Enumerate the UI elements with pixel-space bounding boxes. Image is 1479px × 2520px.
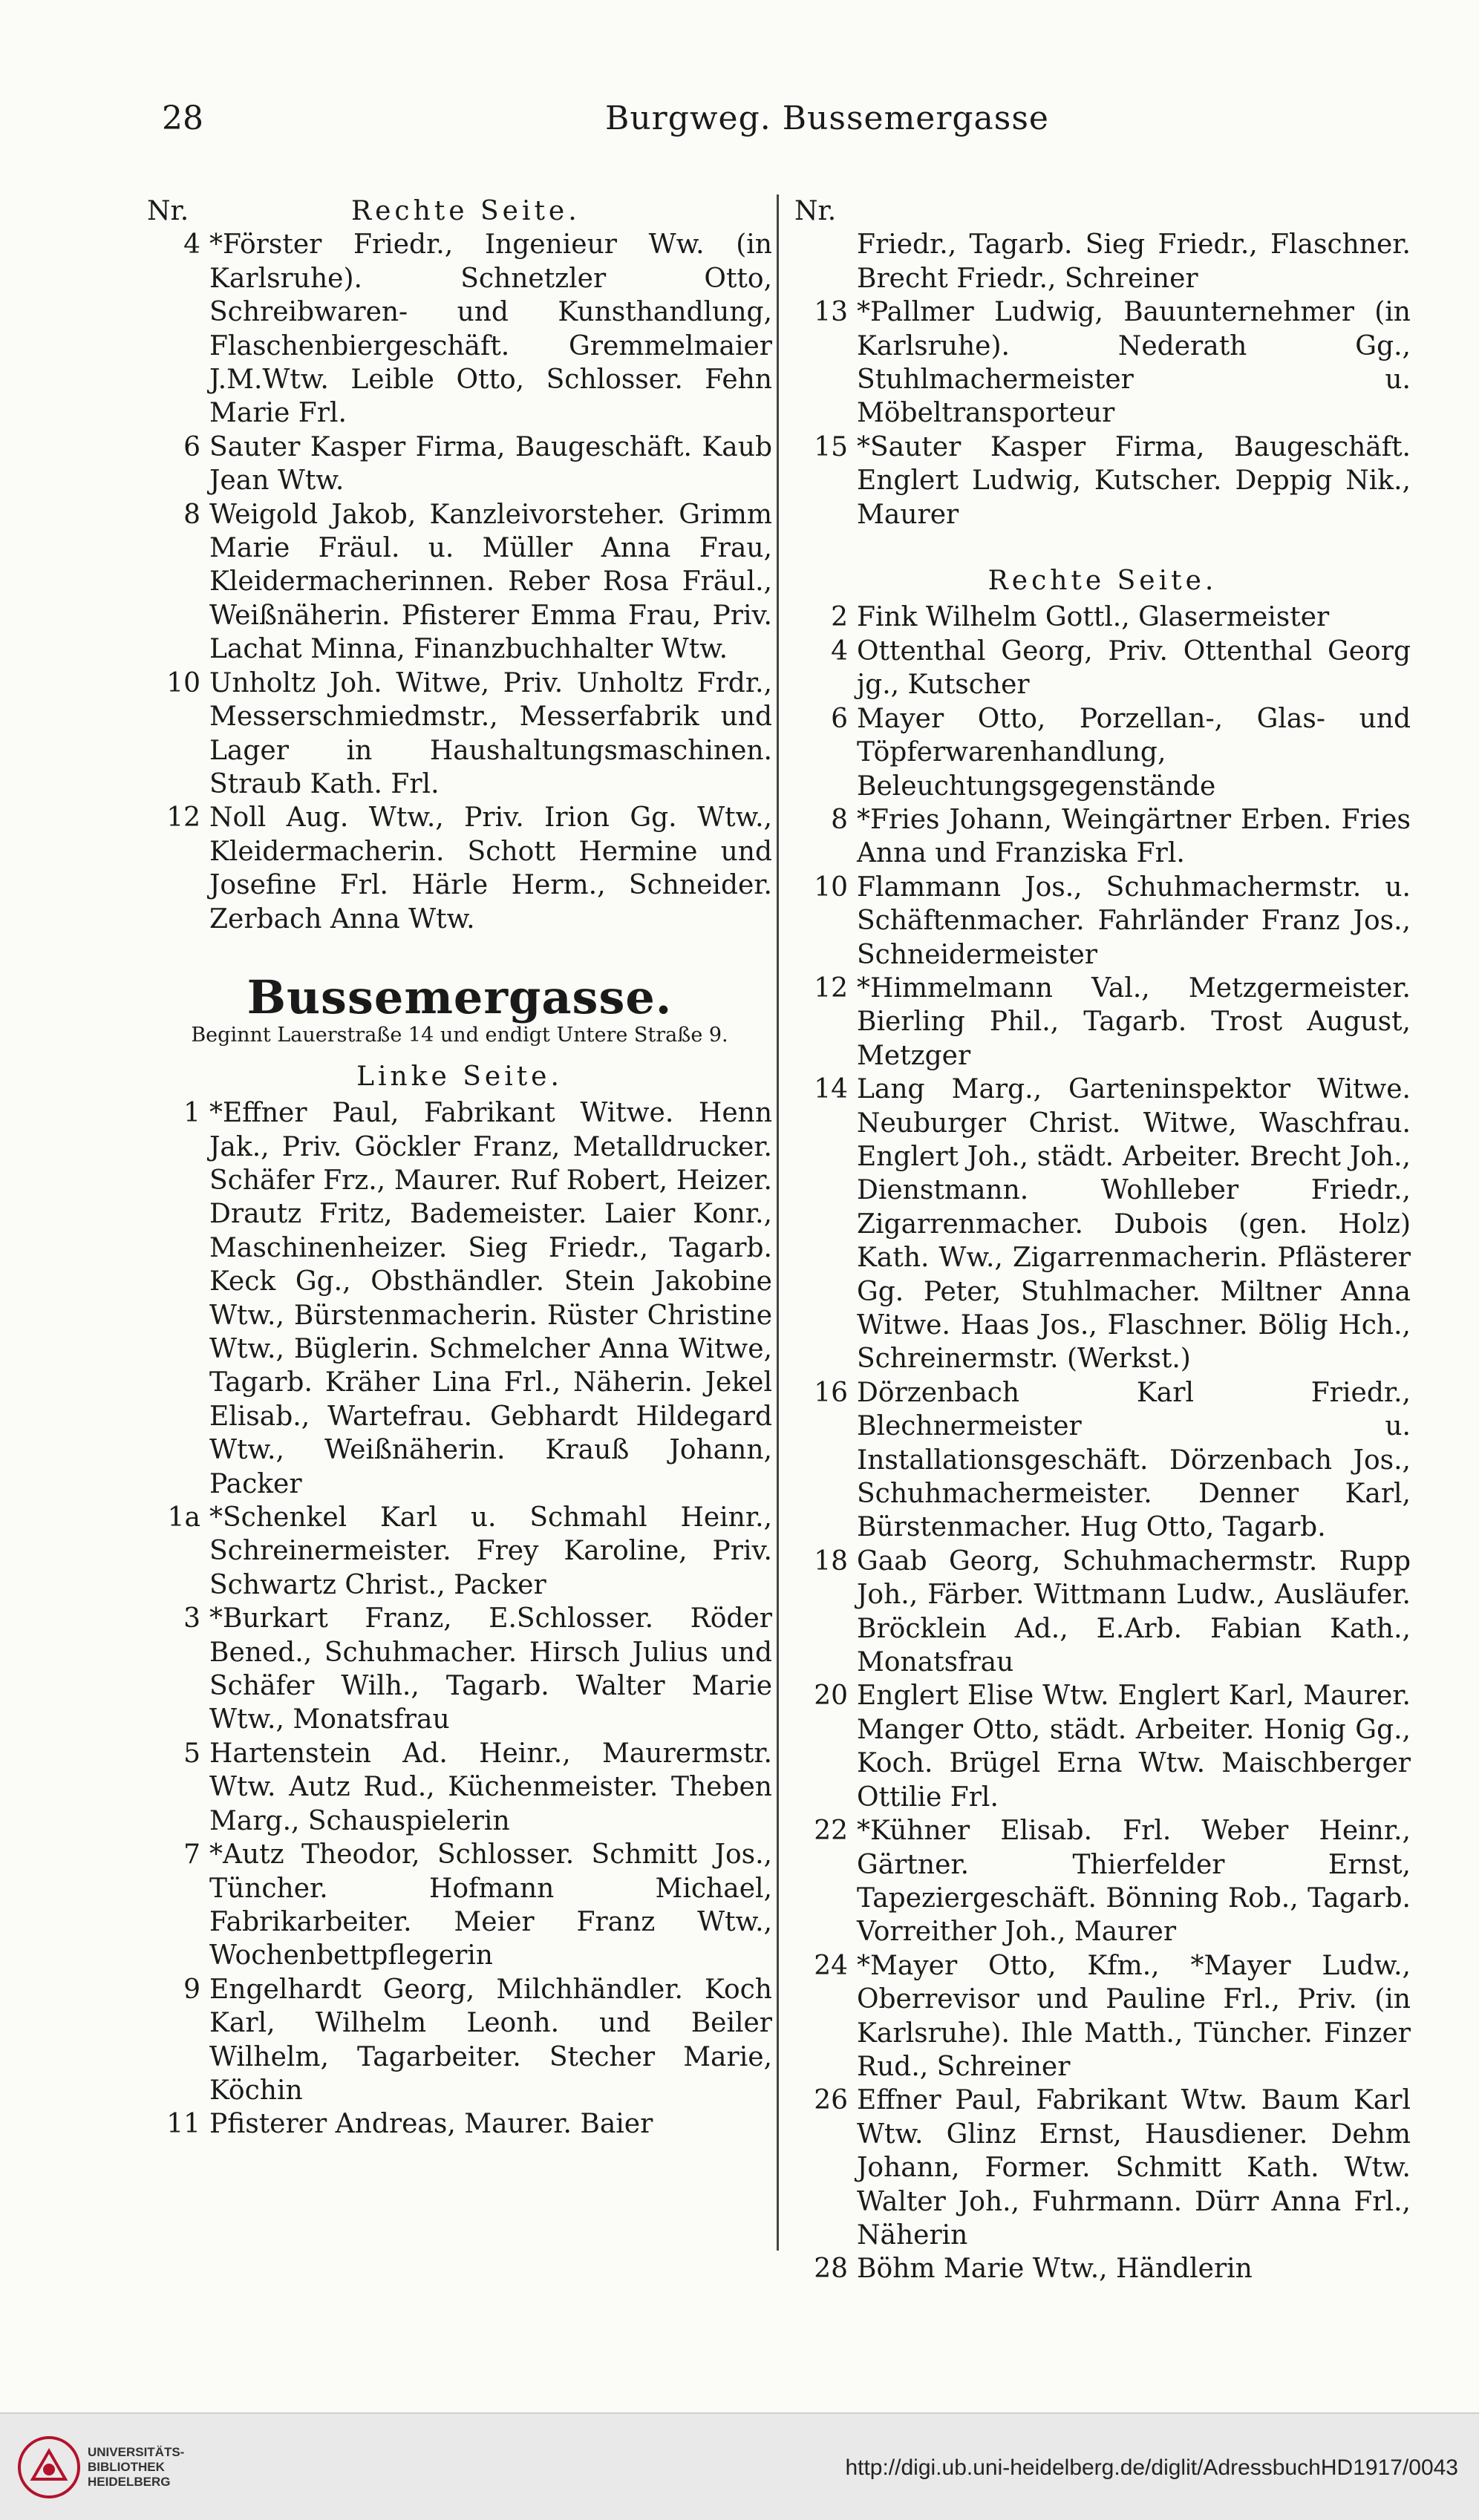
house-number: 26	[814, 2085, 848, 2116]
resident-text: *Burkart Franz, E.Schlosser. Röder Bened., Schuhmacher. Hirsch Julius und Schäfer Wilh., Tagarb. Walter Marie Wtw., Monatsfrau	[209, 1603, 772, 1735]
list-item	[794, 2084, 1411, 2252]
right-column	[794, 194, 1411, 2286]
list-item	[794, 1949, 1411, 2084]
house-number: 28	[814, 2254, 848, 2285]
street-title: Bussemergasse.	[246, 969, 673, 1024]
column-divider	[777, 194, 779, 2251]
list-item	[147, 228, 772, 430]
entry-list	[147, 228, 772, 936]
list-item	[794, 1545, 1411, 1680]
running-head: Burgweg. Bussemergasse	[605, 99, 1049, 137]
house-number: 10	[166, 667, 200, 698]
list-item	[794, 2252, 1411, 2285]
list-item	[147, 1602, 772, 1737]
resident-text: Engelhardt Georg, Milchhändler. Koch Karl, Wilhelm Leonh. und Beiler Wilhelm, Tagarbeiter. Stecher Marie, Köchin	[209, 1974, 772, 2106]
house-number: 12	[166, 802, 200, 834]
list-item	[794, 972, 1411, 1073]
resident-text: *Effner Paul, Fabrikant Witwe. Henn Jak., Priv. Göckler Franz, Metalldrucker. Schäfer Frz., Maurer. Ruf Robert, Heizer. Drautz Fritz, Bademeister. Laier Konr., Maschinenheizer. Sieg Friedr., Tagarb. Keck Gg., Obsthändler. Stein Jakobine Wtw., Bürstenmacherin. Rüster Christine Wtw., Büglerin. Schmelcher Anna Witwe, Tagarb. Kräher Lina Frl., Näherin. Jekel Elisab., Wartefrau. Gebhardt Hildegard Wtw., Weißnäherin. Krauß Johann, Packer	[209, 1098, 772, 1499]
house-number: 8	[183, 499, 200, 530]
source-url[interactable]: http://digi.ub.uni-heidelberg.de/diglit/AdressbuchHD1917/0043	[845, 2455, 1458, 2480]
list-item	[147, 1501, 772, 1602]
resident-text: *Kühner Elisab. Frl. Weber Heinr., Gärtner. Thierfelder Ernst, Tapeziergeschäft. Bönning Rob., Tagarb. Vorreither Joh., Maurer	[857, 1816, 1411, 1948]
resident-text: Mayer Otto, Porzellan-, Glas- und Töpferwarenhandlung, Beleuchtungsgegenstände	[857, 703, 1411, 802]
house-number: 16	[814, 1377, 848, 1408]
house-number: 1	[183, 1098, 200, 1129]
house-number: 20	[814, 1680, 848, 1712]
house-number: 1a	[167, 1502, 200, 1534]
resident-text: *Autz Theodor, Schlosser. Schmitt Jos., Tüncher. Hofmann Michael, Fabrikarbeiter. Meier Franz Wtw., Wochenbettpflegerin	[209, 1839, 772, 1971]
resident-text: Friedr., Tagarb. Sieg Friedr., Flaschner. Brecht Friedr., Schreiner	[857, 229, 1411, 294]
house-number: 8	[831, 804, 848, 835]
list-item	[147, 667, 772, 802]
side-heading: Rechte Seite.	[987, 566, 1218, 597]
list-item	[794, 803, 1411, 871]
resident-text: Sauter Kasper Firma, Baugeschäft. Kaub Jean Wtw.	[209, 431, 772, 497]
list-item	[794, 871, 1411, 972]
house-number: 11	[166, 2109, 200, 2140]
house-number: 18	[814, 1545, 848, 1577]
house-number: 3	[183, 1603, 200, 1634]
list-item	[147, 1973, 772, 2108]
resident-text: Unholtz Joh. Witwe, Priv. Unholtz Frdr., Messerschmiedmstr., Messerfabrik und Lager in Haushaltungsmaschinen. Straub Kath. Frl.	[209, 667, 772, 799]
house-number: 5	[183, 1738, 200, 1769]
resident-text: *Förster Friedr., Ingenieur Ww. (in Karlsruhe). Schnetzler Otto, Schreibwaren- und Kunsthandlung, Flaschenbiergeschäft. Gremmelmaier J.M.Wtw. Leible Otto, Schlosser. Fehn Marie Frl.	[209, 229, 772, 429]
resident-text: *Sauter Kasper Firma, Baugeschäft. Englert Ludwig, Kutscher. Deppig Nik., Maurer	[857, 431, 1411, 530]
nr-header	[794, 194, 1411, 228]
resident-text: Pfisterer Andreas, Maurer. Baier	[209, 2109, 653, 2140]
resident-text: Dörzenbach Karl Friedr., Blechnermeister u. Installationsgeschäft. Dörzenbach Jos., Schuhmachermeister. Denner Karl, Bürstenmacher. Hug Otto, Tagarb.	[857, 1377, 1411, 1543]
resident-text: Gaab Georg, Schuhmachermstr. Rupp Joh., Färber. Wittmann Ludw., Ausläufer. Bröcklein Ad., E.Arb. Fabian Kath., Monatsfrau	[857, 1545, 1411, 1678]
entry-list	[794, 228, 1411, 531]
house-number: 2	[831, 602, 848, 633]
list-item	[147, 1096, 772, 1501]
list-item	[147, 2107, 772, 2141]
spacer	[794, 531, 1411, 557]
list-item	[794, 635, 1411, 702]
resident-text: *Pallmer Ludwig, Bauunternehmer (in Karlsruhe). Nederath Gg., Stuhlmachermeister u. Möbeltransporteur	[857, 297, 1411, 429]
list-item	[794, 600, 1411, 634]
house-number: 9	[183, 1974, 200, 2005]
entry-list	[794, 600, 1411, 2285]
resident-text: Noll Aug. Wtw., Priv. Irion Gg. Wtw., Kleidermacherin. Schott Hermine und Josefine Frl. Härle Herm., Schneider. Zerbach Anna Wtw.	[209, 802, 772, 935]
house-number: 22	[814, 1816, 848, 1847]
resident-text: Englert Elise Wtw. Englert Karl, Maurer. Manger Otto, städt. Arbeiter. Honig Gg., Koch. Brügel Erna Wtw. Maischberger Ottilie Frl.	[857, 1680, 1411, 1813]
house-number: 24	[814, 1950, 848, 1981]
resident-text: Böhm Marie Wtw., Händlerin	[857, 2254, 1253, 2285]
viewer-footer	[0, 2412, 1479, 2520]
list-item	[147, 431, 772, 498]
house-number: 10	[814, 871, 848, 903]
list-item	[147, 1737, 772, 1838]
library-name: UNIVERSITÄTS- BIBLIOTHEK HEIDELBERG	[88, 2445, 185, 2489]
house-number: 4	[831, 635, 848, 667]
resident-text: *Schenkel Karl u. Schmahl Heinr., Schreinermeister. Frey Karoline, Priv. Schwartz Christ., Packer	[209, 1502, 772, 1600]
resident-text: Hartenstein Ad. Heinr., Maurermstr. Wtw. Autz Rud., Küchenmeister. Theben Marg., Schauspielerin	[209, 1738, 772, 1836]
house-number: 4	[183, 229, 200, 261]
resident-text: *Fries Johann, Weingärtner Erben. Fries Anna und Franziska Frl.	[857, 804, 1411, 869]
list-item	[794, 1679, 1411, 1814]
resident-text: Fink Wilhelm Gottl., Glasermeister	[857, 602, 1330, 633]
house-number: 12	[814, 972, 848, 1004]
list-item	[794, 1814, 1411, 1949]
side-heading: Linke Seite.	[356, 1061, 563, 1092]
house-number: 7	[183, 1839, 200, 1871]
university-seal-icon	[16, 2435, 82, 2500]
resident-text: Weigold Jakob, Kanzleivorsteher. Grimm Marie Fräul. u. Müller Anna Frau, Kleidermacherinnen. Reber Rosa Fräul., Weißnäherin. Pfisterer Emma Frau, Priv. Lachat Minna, Finanzbuchhalter Wtw.	[209, 499, 772, 665]
list-item	[147, 498, 772, 667]
list-item	[147, 1838, 772, 1973]
list-item	[794, 702, 1411, 803]
house-number: 6	[831, 703, 848, 734]
resident-text: *Mayer Otto, Kfm., *Mayer Ludw., Oberrevisor und Pauline Frl., Priv. (in Karlsruhe). Ihle Matth., Tüncher. Finzer Rud., Schreiner	[857, 1950, 1411, 2082]
resident-text: Lang Marg., Garteninspektor Witwe. Neuburger Christ. Witwe, Waschfrau. Englert Joh., städt. Arbeiter. Brecht Joh., Dienstmann. Wohlleber Friedr., Zigarrenmacher. Dubois (gen. Holz) Kath. Ww., Zigarrenmacherin. Pflästerer Gg. Peter, Stuhlmacher. Miltner Anna Witwe. Haas Jos., Flaschner. Bölig Hch., Schreinermstr. (Werkst.)	[857, 1074, 1411, 1375]
left-column	[147, 194, 772, 2141]
resident-text: Effner Paul, Fabrikant Wtw. Baum Karl Wtw. Glinz Ernst, Hausdiener. Dehm Johann, Former. Schmitt Kath. Wtw. Walter Joh., Fuhrmann. Dürr Anna Frl., Näherin	[857, 2085, 1411, 2251]
list-item	[794, 431, 1411, 531]
house-number: 6	[183, 431, 200, 462]
house-number: 13	[814, 297, 848, 328]
nr-label: Nr.	[147, 196, 189, 226]
entry-list	[147, 1096, 772, 2141]
list-item	[147, 801, 772, 936]
page-number: 28	[162, 99, 203, 137]
list-item	[794, 1073, 1411, 1376]
house-number: 15	[814, 431, 848, 462]
resident-text: Ottenthal Georg, Priv. Ottenthal Georg jg., Kutscher	[857, 635, 1411, 701]
resident-text: Flammann Jos., Schuhmachermstr. u. Schäftenmacher. Fahrländer Franz Jos., Schneidermeister	[857, 871, 1411, 970]
list-item	[794, 228, 1411, 295]
nr-header	[147, 194, 772, 228]
house-number: 14	[814, 1074, 848, 1105]
side-heading: Rechte Seite.	[351, 196, 581, 226]
resident-text: *Himmelmann Val., Metzgermeister. Bierling Phil., Tagarb. Trost August, Metzger	[857, 972, 1411, 1071]
list-item	[794, 295, 1411, 431]
nr-label: Nr.	[794, 196, 837, 226]
street-description: Beginnt Lauerstraße 14 und endigt Untere Straße 9.	[191, 1024, 728, 1047]
list-item	[794, 1376, 1411, 1545]
